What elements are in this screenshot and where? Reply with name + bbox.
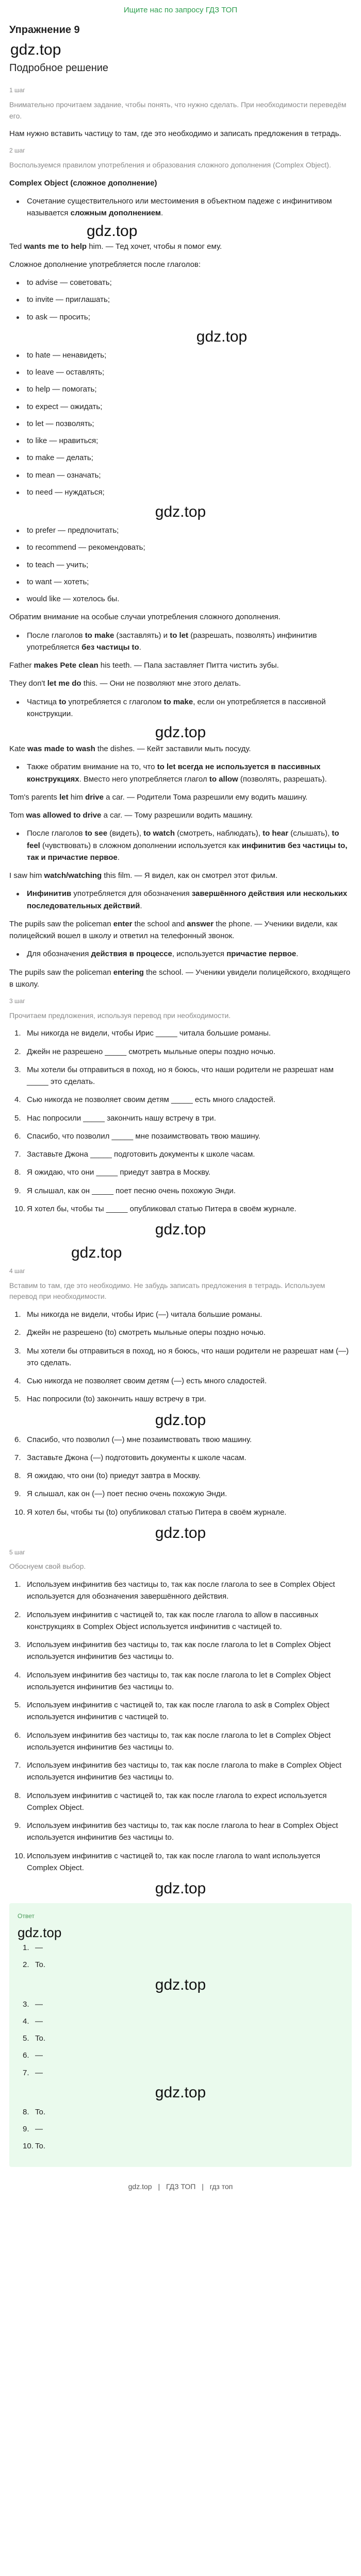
list-item [9,1488,352,1500]
list-item [18,2140,343,2152]
item-number: 7. [23,2068,29,2077]
list-item [18,1998,343,2010]
item-number: 6. [23,2051,29,2060]
item-number: 2. [14,1047,21,1056]
answer-box [9,1903,352,2167]
list-item [9,1166,352,1178]
item-number: 10. [14,1507,25,1517]
item-number: 5. [23,2034,29,2043]
watermark: gdz.top [155,2083,206,2101]
example: They don't let me do this. — Они не позволяют мне этого делать. [9,679,241,688]
watermark: gdz.top [155,1221,206,1239]
verb-item: to help — помогать; [9,383,352,395]
list-item [9,1094,352,1106]
item-number: 7. [14,1150,21,1159]
watermark: gdz.top [196,328,248,345]
step-4 [9,1266,352,1541]
watermark: gdz.top [87,222,138,240]
step-5 [9,1548,352,1897]
footer [9,2175,352,2195]
item-number: 5. [14,1113,21,1123]
item-text: Используем инфинитив без частицы to, так как после глагола to make в Complex Object используется инфинитив без частицы to. [27,1761,342,1782]
item-number: 9. [14,1489,21,1499]
item-text: Используем инфинитив с частицей to, так как после глагола to expect используется Complex Object. [27,1791,327,1812]
item-number: 7. [14,1453,21,1462]
item-text: Нас попросили _____ закончить нашу встречу в три. [27,1113,216,1123]
item-number: 6. [14,1131,21,1141]
item-text: Используем инфинитив без частицы to, так как после глагола to let в Complex Object используется инфинитив без частицы to. [27,1670,331,1691]
list-item [9,1699,352,1723]
list-item [9,1506,352,1518]
list-item [9,1148,352,1160]
item-number: 3. [14,1640,21,1650]
item-text: — [35,2051,43,2060]
watermark: gdz.top [71,1244,122,1262]
list-item [9,1790,352,1814]
item-text: — [35,2125,43,2134]
item-text: Я слышал, как он (—) поет песню очень похожую Энди. [27,1489,227,1499]
sentences-list [9,1027,352,1238]
item-text: Используем инфинитив без частицы to, так как после глагола to see в Complex Object используется для обозначения завершённого действия. [27,1580,335,1601]
answer-label: Ответ [18,1912,35,1920]
verb-item: to recommend — рекомендовать; [9,541,352,553]
step-hint: Вставим to там, где это необходимо. Не забудь записать предложения в тетрадь. Используем перевод при необходимости. [9,1281,325,1301]
item-text: Мы никогда не видели, чтобы Ирис _____ читала большие романы. [27,1029,271,1038]
item-text: Я ожидаю, что они _____ приедут завтра в Москву. [27,1168,211,1177]
step-text: Нам нужно вставить частицу to там, где это необходимо и записать предложения в тетрадь. [9,129,341,139]
verb-item: to hate — ненавидеть; [9,349,352,361]
item-number: 3. [23,1999,29,2009]
item-number: 3. [14,1065,21,1074]
item-number: 1. [14,1310,21,1319]
example: Tom's parents let him drive a car. — Родители Тома разрешили ему водить машину. [9,792,308,802]
item-text: To. [35,2107,46,2116]
list-item [18,2032,343,2044]
step-hint: Воспользуемся правилом употребления и образования сложного дополнения (Complex Object). [9,161,331,170]
list-item [18,2049,343,2061]
list-item [9,1112,352,1124]
item-number: 5. [14,1701,21,1710]
item-number: 10. [23,2142,34,2151]
list-item [9,1639,352,1663]
rule-item: Частица to употребляется с глаголом to make, если он употребляется в пассивной конструкции. [9,696,352,720]
footer-separator: | [202,2182,204,2191]
rule-list [9,630,352,654]
step-label: 5 шаг [9,1548,25,1556]
rule-list [9,761,352,785]
verb-item: to need — нуждаться; [9,486,352,498]
item-number: 5. [14,1395,21,1404]
item-text: Нас попросили (to) закончить нашу встречу в три. [27,1395,206,1404]
list-item [9,1579,352,1603]
explanations-list [9,1579,352,1897]
item-number: 8. [14,1168,21,1177]
item-text: Спасибо, что позволил (—) мне позаимствовать твою машину. [27,1435,252,1444]
list-item [18,2015,343,2027]
item-text: Я слышал, как он _____ поет песню очень похожую Энди. [27,1186,236,1195]
example: The pupils saw the policeman enter the school and answer the phone. — Ученики видели, как полицейский вошел в школу и ответил на телефонный звонок. [9,919,338,940]
list-item [9,1203,352,1215]
item-text: To. [35,1960,46,1970]
footer-link-brand-lower[interactable]: гдз топ [209,2182,233,2191]
item-text: Используем инфинитив без частицы to, так как после глагола to hear в Complex Object используется инфинитив без частицы to. [27,1821,338,1842]
item-number: 7. [14,1761,21,1770]
list-item [9,1393,352,1405]
list-item [9,1327,352,1338]
item-number: 2. [14,1328,21,1337]
list-item [9,1609,352,1633]
item-text: Джейн не разрешено (to) смотреть мыльные оперы поздно ночью. [27,1328,266,1337]
list-item [9,1434,352,1446]
watermark: gdz.top [155,1880,206,1897]
verb-item: to mean — означать; [9,469,352,481]
item-number: 4. [14,1670,21,1680]
rule-list [9,827,352,863]
item-number: 8. [14,1791,21,1800]
item-text: Я хотел бы, чтобы ты (to) опубликовал статью Питера в своём журнале. [27,1507,287,1517]
search-hint-link[interactable]: Ищите нас по запросу ГДЗ ТОП [123,6,238,14]
item-number: 10. [14,1851,25,1860]
list-item [18,2123,343,2135]
item-number: 10. [14,1204,25,1213]
step-hint: Внимательно прочитаем задание, чтобы понять, что нужно сделать. При необходимости переведём его. [9,100,347,120]
list-item [9,1046,352,1058]
item-text: Используем инфинитив с частицей to, так как после глагола to ask в Complex Object используется инфинитив с частицей to. [27,1701,330,1722]
item-text: Я ожидаю, что они (to) приедут завтра в Москву. [27,1471,201,1480]
example: I saw him watch/watching this film. — Я видел, как он смотрел этот фильм. [9,871,278,880]
item-number: 1. [14,1029,21,1038]
verb-item: to prefer — предпочитать; [9,524,352,536]
rule-list [9,195,352,219]
filled-sentences-list [9,1309,352,1541]
item-text: Джейн не разрешено _____ смотреть мыльные оперы поздно ночью. [27,1047,276,1056]
item-number: 3. [14,1346,21,1355]
verb-item: to advise — советовать; [9,277,352,289]
list-item [9,1470,352,1482]
example: The pupils saw the policeman entering the school. — Ученики увидели полицейского, входящего в школу. [9,968,351,989]
list-item [9,1130,352,1142]
footer-separator: | [158,2182,160,2191]
item-text: Мы никогда не видели, чтобы Ирис (—) читала большие романы. [27,1310,262,1319]
step-2 [9,146,352,990]
item-number: 2. [23,1960,29,1970]
verbs-list [9,277,352,605]
example: Father makes Pete clean his teeth. — Папа заставляет Питта чистить зубы. [9,661,279,670]
verb-item: to want — хотеть; [9,576,352,588]
watermark: gdz.top [155,503,206,520]
rule-list [9,948,352,960]
step-3 [9,996,352,1238]
list-item [9,1309,352,1320]
item-number: 2. [14,1610,21,1619]
list-item [9,1185,352,1197]
verb-item: to make — делать; [9,452,352,464]
verb-item: to let — позволять; [9,418,352,430]
rule-item: После глаголов to make (заставлять) и to let (разрешать, позволять) инфинитив употребляется без частицы to. [9,630,352,654]
watermark: gdz.top [10,41,61,59]
list-item [9,1452,352,1464]
watermark: gdz.top [155,724,206,741]
item-text: — [35,1943,43,1953]
item-text: Используем инфинитив с частицей to, так как после глагола to allow в пассивных конструкциях в Complex Object используется инфинитив с частицей to. [27,1610,319,1631]
item-text: — [35,1999,43,2009]
verb-item: to leave — оставлять; [9,366,352,378]
item-number: 1. [14,1580,21,1589]
item-text: To. [35,2034,46,2043]
list-item [9,1375,352,1387]
list-item [9,1027,352,1039]
item-text: Сью никогда не позволяет своим детям _____ есть много сладостей. [27,1095,275,1105]
item-number: 6. [14,1435,21,1444]
list-item [18,1959,343,1971]
step-label: 3 шаг [9,997,25,1005]
list-item [9,1064,352,1088]
verb-item: to expect — ожидать; [9,401,352,413]
item-number: 4. [23,2016,29,2026]
list-item [9,1850,352,1874]
exercise-title: Упражнение 9 [9,24,80,36]
watermark: gdz.top [155,1976,206,1993]
item-text: Мы хотели бы отправиться в поход, но я боюсь, что наши родители не разрешат нам (—) это сделать. [27,1346,349,1367]
rule-item: Сочетание существительного или местоимения в объектном падеже с инфинитивом называется сложным дополнением. [9,195,352,219]
rule-list [9,696,352,720]
item-number: 4. [14,1377,21,1385]
watermark: gdz.top [155,1524,206,1541]
verb-item: to invite — приглашать; [9,294,352,306]
item-number: 9. [23,2125,29,2134]
example: Ted wants me to help him. — Тед хочет, чтобы я помог ему. [9,242,222,251]
item-text: To. [35,2142,46,2151]
item-number: 1. [23,1943,29,1953]
step-hint: Обоснуем свой выбор. [9,1562,86,1571]
item-text: Используем инфинитив без частицы to, так как после глагола to let в Complex Object используется инфинитив без частицы to. [27,1640,331,1662]
rule-item: После глаголов to see (видеть), to watch (смотреть, наблюдать), to hear (слышать), to feel (чувствовать) в сложном дополнении используется как инфинитив без частицы to, так и причастие первое. [9,827,352,863]
rule-item: Инфинитив употребляется для обозначения завершённого действия или нескольких последовательных действий. [9,888,352,912]
step-label: 2 шаг [9,147,25,155]
rule-list [9,888,352,912]
item-number: 8. [23,2107,29,2116]
list-item [9,1345,352,1369]
list-item [9,1730,352,1754]
list-item [18,2067,343,2079]
solution-subtitle: Подробное решение [9,62,109,74]
item-number: 8. [14,1471,21,1480]
step-1 [9,86,352,140]
item-text: Заставьте Джона _____ подготовить документы к школе часам. [27,1150,255,1159]
example: Tom was allowed to drive a car. — Тому разрешили водить машину. [9,811,253,820]
item-text: Спасибо, что позволил _____ мне позаимствовать твою машину. [27,1131,260,1141]
rule-item: Также обратим внимание на то, что to let всегда не используется в пассивных конструкциях. Вместо него употребляется глагол to allow (позволять, разрешать). [9,761,352,785]
attention-note: Обратим внимание на особые случаи употребления сложного дополнения. [9,613,281,622]
step-label: 4 шаг [9,1267,25,1275]
item-number: 4. [14,1095,21,1105]
watermark: gdz.top [18,1924,62,1940]
item-text: Заставьте Джона (—) подготовить документы к школе часам. [27,1453,247,1462]
verbs-intro: Сложное дополнение употребляется после глаголов: [9,260,201,269]
item-text: Мы хотели бы отправиться в поход, но я боюсь, что наши родители не разрешат нам _____ это сделать. [27,1065,334,1087]
list-item [18,2106,343,2118]
item-number: 6. [14,1731,21,1740]
list-item [18,1942,343,1954]
verb-item: would like — хотелось бы. [9,593,352,605]
answer-list [18,1942,343,2153]
list-item [9,1669,352,1693]
verb-item: to like — нравиться; [9,435,352,447]
verb-item: to ask — просить; [9,311,352,323]
item-number: 9. [14,1186,21,1195]
footer-link-domain[interactable]: gdz.top [128,2182,152,2191]
list-item [9,1759,352,1784]
step-label: 1 шаг [9,87,25,94]
rule-heading: Complex Object (сложное дополнение) [9,178,157,188]
step-hint: Прочитаем предложения, используя перевод при необходимости. [9,1011,231,1020]
footer-link-brand[interactable]: ГДЗ ТОП [166,2182,196,2191]
item-text: — [35,2068,43,2077]
item-text: Я хотел бы, чтобы ты _____ опубликовал статью Питера в своём журнале. [27,1204,297,1213]
example: Kate was made to wash the dishes. — Кейт заставили мыть посуду. [9,744,251,753]
item-number: 9. [14,1821,21,1831]
item-text: Используем инфинитив с частицей to, так как после глагола to want используется Complex Object. [27,1851,320,1872]
rule-item: Для обозначения действия в процессе, используется причастие первое. [9,948,352,960]
verb-item: to teach — учить; [9,559,352,571]
watermark: gdz.top [155,1411,206,1429]
item-text: Сью никогда не позволяет своим детям (—) есть много сладостей. [27,1377,267,1385]
item-text: Используем инфинитив без частицы to, так как после глагола to let в Complex Object используется инфинитив без частицы to. [27,1731,331,1752]
list-item [9,1820,352,1844]
item-text: — [35,2016,43,2026]
